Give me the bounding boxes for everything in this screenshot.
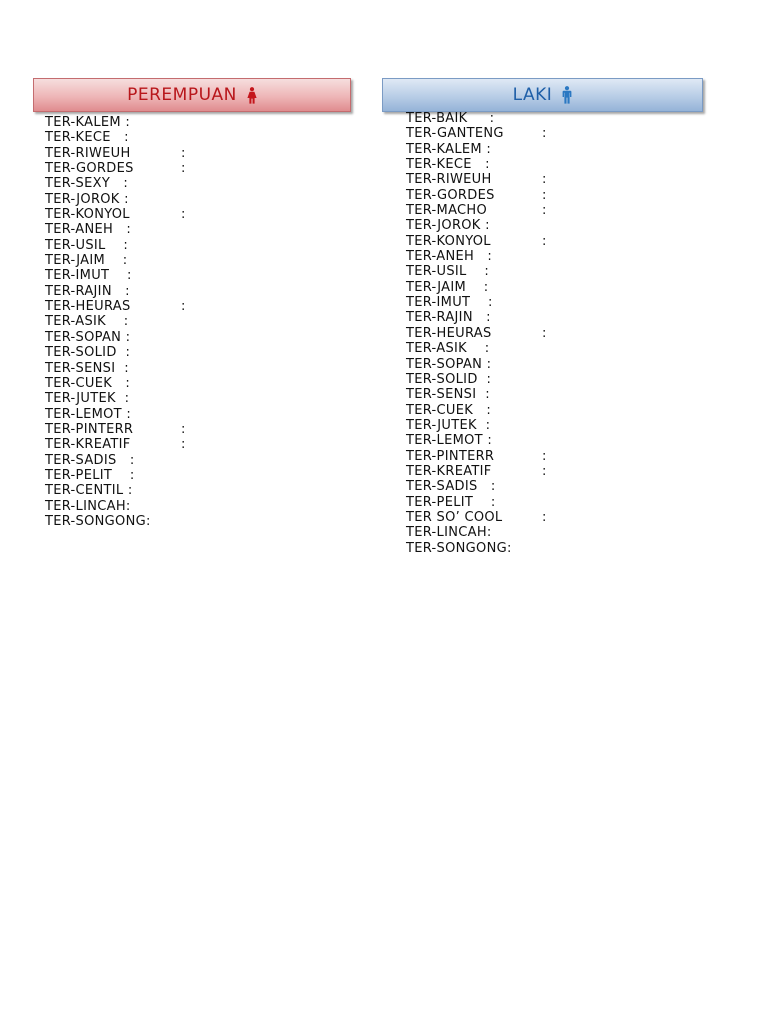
item-label: TER SO’ COOL — [406, 509, 503, 525]
list-item — [406, 433, 703, 448]
perempuan-title: PEREMPUAN — [127, 85, 237, 105]
list-item — [406, 418, 703, 433]
perempuan-column — [33, 78, 351, 529]
list-item — [45, 299, 351, 314]
item-label: TER-LINCAH: — [45, 498, 131, 514]
item-label: TER-JAIM : — [45, 253, 128, 269]
item-label: TER-RIWEUH — [406, 172, 492, 188]
item-label: TER-ANEH : — [406, 249, 493, 265]
list-item — [45, 238, 351, 253]
list-item — [406, 188, 703, 203]
item-label: TER-ASIK : — [406, 341, 490, 357]
item-colon: : — [181, 145, 186, 161]
list-item — [406, 495, 703, 510]
list-item — [45, 130, 351, 145]
item-label: TER-RAJIN : — [406, 310, 491, 326]
item-label: TER-GORDES — [406, 187, 495, 203]
list-item — [45, 207, 351, 222]
list-item — [406, 218, 703, 233]
list-item — [45, 499, 351, 514]
list-item — [406, 249, 703, 264]
list-item — [406, 479, 703, 494]
item-label: TER-SADIS : — [406, 479, 496, 495]
item-label: TER-SONGONG: — [406, 540, 512, 556]
female-person-icon — [247, 87, 257, 104]
list-item — [406, 341, 703, 356]
item-label: TER-KALEM : — [406, 141, 492, 157]
item-label: TER-CUEK : — [406, 402, 492, 418]
item-colon: : — [542, 448, 547, 464]
list-item — [406, 264, 703, 279]
item-colon: : — [542, 509, 547, 525]
list-item — [45, 453, 351, 468]
item-label: TER-JAIM : — [406, 279, 489, 295]
list-item — [45, 314, 351, 329]
list-item — [45, 483, 351, 498]
list-item — [45, 115, 351, 130]
list-item — [45, 161, 351, 176]
item-label: TER-MACHO — [406, 203, 488, 219]
list-item — [406, 525, 703, 540]
list-item — [45, 422, 351, 437]
male-person-icon — [562, 86, 572, 104]
list-item — [406, 172, 703, 187]
item-colon: : — [181, 299, 186, 315]
item-label: TER-RIWEUH — [45, 145, 131, 161]
list-item — [45, 345, 351, 360]
item-label: TER-HEURAS — [406, 325, 492, 341]
list-item — [406, 157, 703, 172]
item-label: TER-KREATIF — [45, 437, 131, 453]
list-item — [406, 234, 703, 249]
list-item — [406, 295, 703, 310]
item-colon: : — [542, 325, 547, 341]
item-label: TER-CUEK : — [45, 375, 131, 391]
item-label: TER-JOROK : — [45, 191, 129, 207]
laki-column — [382, 78, 703, 556]
item-label: TER-SOLID : — [45, 345, 131, 361]
laki-header — [382, 78, 703, 112]
item-label: TER-PINTERR — [406, 448, 495, 464]
list-item — [406, 541, 703, 556]
laki-list — [406, 111, 703, 556]
list-item — [45, 468, 351, 483]
item-label: TER-PELIT : — [406, 494, 496, 510]
item-label: TER-PINTERR — [45, 421, 134, 437]
list-item — [406, 449, 703, 464]
item-label: TER-LINCAH: — [406, 525, 492, 541]
item-colon: : — [542, 126, 547, 142]
item-label: TER-KREATIF — [406, 463, 492, 479]
list-item — [406, 387, 703, 402]
item-label: TER-JUTEK : — [45, 391, 130, 407]
list-item — [45, 391, 351, 406]
item-colon: : — [542, 463, 547, 479]
list-item — [45, 176, 351, 191]
item-label: TER-IMUT : — [45, 268, 132, 284]
item-label: TER-KECE : — [45, 130, 129, 146]
list-item — [406, 372, 703, 387]
item-label: TER-IMUT : — [406, 295, 493, 311]
list-item — [45, 253, 351, 268]
item-label: TER-SOPAN : — [406, 356, 492, 372]
item-colon: : — [181, 421, 186, 437]
item-label: TER-BAIK : — [406, 111, 495, 126]
item-label: TER-KONYOL — [406, 233, 491, 249]
item-label: TER-HEURAS — [45, 299, 131, 315]
item-label: TER-GANTENG — [406, 126, 504, 142]
list-item — [406, 126, 703, 141]
item-label: TER-KECE : — [406, 157, 490, 173]
item-label: TER-KALEM : — [45, 115, 131, 130]
item-colon: : — [542, 203, 547, 219]
list-item — [45, 376, 351, 391]
item-colon: : — [542, 233, 547, 249]
laki-title: LAKI — [512, 85, 553, 105]
item-label: TER-USIL : — [45, 237, 129, 253]
list-item — [406, 326, 703, 341]
item-colon: : — [542, 172, 547, 188]
item-label: TER-ASIK : — [45, 314, 129, 330]
item-label: TER-JUTEK : — [406, 417, 491, 433]
item-colon: : — [181, 207, 186, 223]
list-item — [45, 192, 351, 207]
perempuan-header — [33, 78, 351, 112]
list-item — [45, 146, 351, 161]
item-label: TER-SEXY : — [45, 176, 129, 192]
item-label: TER-JOROK : — [406, 218, 490, 234]
item-label: TER-USIL : — [406, 264, 490, 280]
item-label: TER-PELIT : — [45, 467, 135, 483]
item-label: TER-LEMOT : — [45, 406, 132, 422]
item-colon: : — [542, 187, 547, 203]
list-item — [406, 510, 703, 525]
item-label: TER-SOPAN : — [45, 329, 131, 345]
item-label: TER-SONGONG: — [45, 513, 151, 529]
item-label: TER-SOLID : — [406, 371, 492, 387]
list-item — [45, 268, 351, 283]
list-item — [406, 280, 703, 295]
perempuan-list — [45, 115, 351, 529]
list-item — [45, 222, 351, 237]
list-item — [406, 142, 703, 157]
list-item — [406, 357, 703, 372]
item-colon: : — [181, 161, 186, 177]
list-item — [406, 403, 703, 418]
item-colon: : — [181, 437, 186, 453]
list-item — [45, 284, 351, 299]
list-item — [406, 111, 703, 126]
list-item — [406, 310, 703, 325]
list-item — [45, 514, 351, 529]
list-item — [45, 437, 351, 452]
list-item — [45, 330, 351, 345]
item-label: TER-SENSI : — [406, 387, 490, 403]
item-label: TER-SENSI : — [45, 360, 129, 376]
list-item — [45, 407, 351, 422]
item-label: TER-GORDES — [45, 161, 134, 177]
item-label: TER-SADIS : — [45, 452, 135, 468]
list-item — [406, 203, 703, 218]
item-label: TER-RAJIN : — [45, 283, 130, 299]
item-label: TER-CENTIL : — [45, 483, 133, 499]
item-label: TER-ANEH : — [45, 222, 132, 238]
item-label: TER-LEMOT : — [406, 433, 493, 449]
list-item — [406, 464, 703, 479]
item-label: TER-KONYOL — [45, 207, 130, 223]
list-item — [45, 361, 351, 376]
